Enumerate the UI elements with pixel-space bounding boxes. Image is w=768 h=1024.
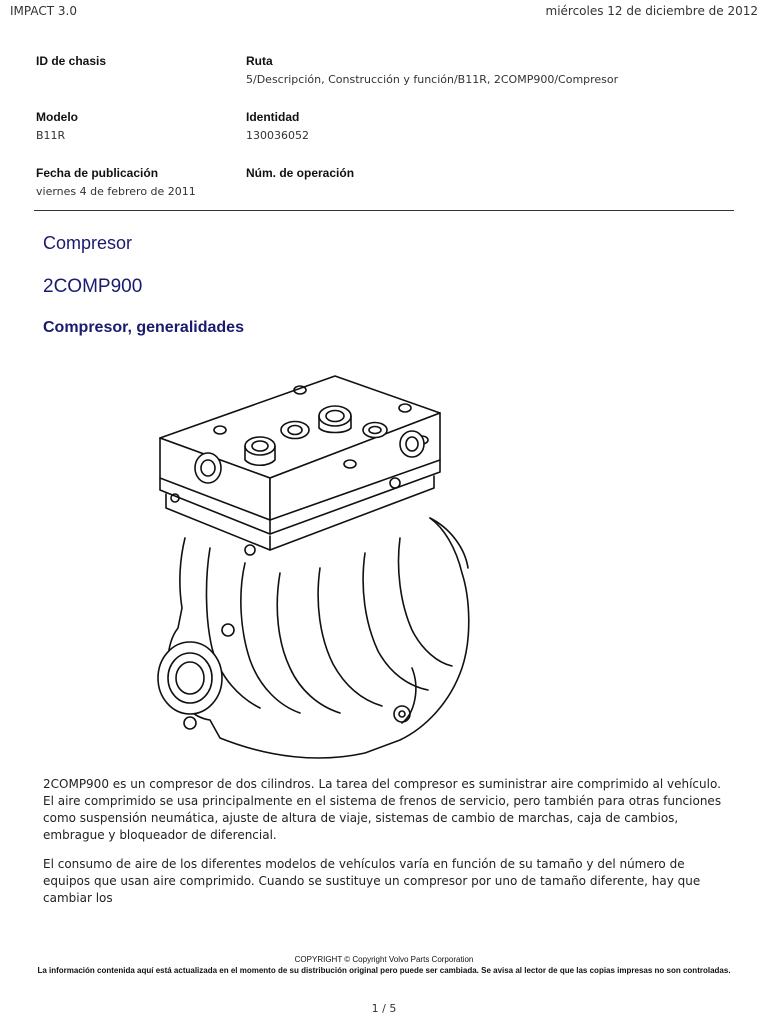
app-name: IMPACT 3.0	[10, 4, 77, 18]
page-number: 1 / 5	[371, 1002, 397, 1015]
model-label: Modelo	[36, 110, 78, 124]
section-heading: Compresor, generalidades	[43, 319, 244, 336]
footer	[30, 954, 738, 976]
publication-date-value: viernes 4 de febrero de 2011	[36, 185, 196, 198]
print-date: miércoles 12 de diciembre de 2012	[545, 4, 758, 18]
model-value: B11R	[36, 129, 66, 142]
paragraph-intro: 2COMP900 es un compresor de dos cilindros. La tarea del compresor es suministrar aire comprimido al vehículo. El aire comprimido se usa principalmente en el sistema de frenos de servicio, pero también para otras funciones como suspensión neumática, ajuste de altura de viaje, sistemas de cambio de marchas, caja de cambios, embrague y bloqueador de diferencial.	[43, 777, 722, 842]
model-field	[36, 110, 256, 142]
identity-field	[246, 110, 466, 142]
disclaimer-text: La información contenida aquí está actualizada en el momento de su distribución original pero puede ser cambiada. Se avisa al lector de que las copias impresas no son controladas.	[37, 966, 731, 975]
page-title: Compresor	[43, 233, 133, 253]
compressor-illustration	[150, 368, 480, 763]
route-label: Ruta	[246, 54, 273, 68]
chassis-id-field	[36, 54, 256, 73]
copyright-line: COPYRIGHT © Copyright Volvo Parts Corporation	[294, 955, 474, 964]
top-bar	[10, 2, 758, 20]
publication-date-label: Fecha de publicación	[36, 166, 159, 180]
component-code: 2COMP900	[43, 276, 143, 297]
operation-number-label: Núm. de operación	[246, 166, 355, 180]
route-value: 5/Descripción, Construcción y función/B11R, 2COMP900/Compresor	[246, 73, 619, 86]
publication-date-field	[36, 166, 256, 198]
header-divider	[34, 210, 734, 211]
chassis-id-label: ID de chasis	[36, 54, 107, 68]
route-field	[246, 54, 726, 86]
operation-number-field	[246, 166, 466, 185]
identity-value: 130036052	[246, 129, 309, 142]
identity-label: Identidad	[246, 110, 300, 124]
paragraph-consumption: El consumo de aire de los diferentes modelos de vehículos varía en función de su tamaño y del número de equipos que usan aire comprimido. Cuando se sustituye un compresor por uno de tamaño diferente, hay que cambiar los	[43, 857, 701, 905]
